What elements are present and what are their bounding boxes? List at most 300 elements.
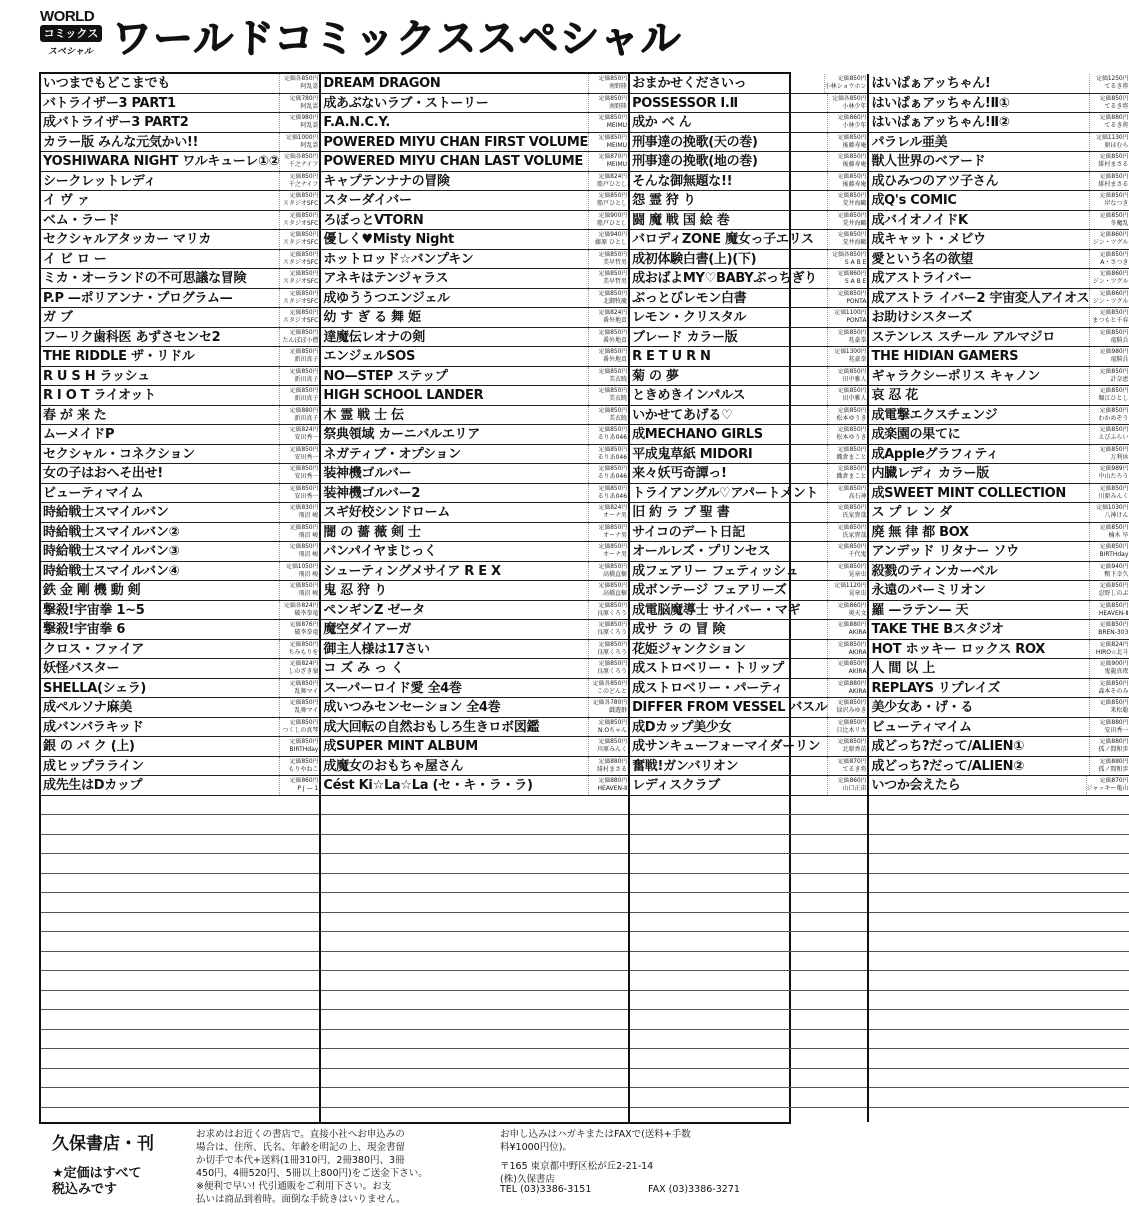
book-title: 優しく♥Misty Night [321,230,588,249]
book-title: バトライザー3 PART1 [41,94,279,113]
book-author: MEIMU [589,122,628,130]
order-line: ※便利で早い! 代引通販をご利用下さい。お支 [196,1180,476,1193]
book-price: 定価850円 [280,329,319,337]
book-title: 幼 す ぎ る 舞 姫 [321,308,588,327]
book-meta [827,308,867,327]
book-author: MEIMU [589,161,628,169]
book-meta [588,191,628,210]
book-entry [41,250,319,270]
book-price: 定価850円 [828,212,867,220]
book-meta [1089,191,1129,210]
postcard-line: お申し込みはハガキまたはFAXで(送料+手数 [500,1128,800,1141]
book-title: 成電撃エクスチェンジ [869,406,1089,425]
blank-row [41,874,319,894]
blank-row [630,835,867,855]
book-title: 平成鬼草紙 MIDORI [630,445,827,464]
book-title: P.P —ポリアンナ・プログラム— [41,289,279,308]
book-entry [630,737,867,757]
book-title: いつか会えたら [869,776,1085,795]
book-author: スタジオSFC [280,200,319,208]
blank-row [869,796,1129,816]
book-title: THE RIDDLE ザ・リドル [41,347,279,366]
book-entry [869,230,1129,250]
book-title: 人 間 以 上 [869,659,1089,678]
book-meta [279,523,319,542]
book-title: 成サンキューフォーマイダーリン [630,737,827,756]
tax-note [52,1166,141,1198]
book-entry [869,328,1129,348]
book-title: コ ズ み っ く [321,659,588,678]
book-price: 定価850円 [828,543,867,551]
book-entry [630,269,867,289]
book-price: 定価850円 [589,660,628,668]
book-title: ビューティマイム [41,484,279,503]
book-price: 定価850円 [828,387,867,395]
book-title: おまかせくださいっ [630,74,824,93]
book-author: 堀江ひとし [1090,395,1129,403]
book-entry [630,74,867,94]
book-meta [1089,679,1129,698]
book-author: AKIRA [828,649,867,657]
book-price: 定価850円 [828,465,867,473]
book-entry [630,679,867,699]
book-entry [630,581,867,601]
logo-special-text: スペシャル [48,44,93,57]
book-author: スタジオSFC [280,317,319,325]
book-price: 定価各824円 [280,602,319,610]
blank-row [41,1069,319,1089]
book-meta [1089,386,1129,405]
book-title: 成Appleグラフィティ [869,445,1089,464]
book-price: 定価850円 [589,563,628,571]
book-meta [827,211,867,230]
book-meta [1089,698,1129,717]
book-price: 定価850円 [589,543,628,551]
book-price: 定価850円 [589,524,628,532]
book-title: POWERED MIYU CHAN LAST VOLUME [321,152,588,171]
book-title: 旧 約 ラ ブ 聖 書 [630,503,827,522]
book-title: POSSESSOR Ⅰ.Ⅱ [630,94,827,113]
book-meta [827,445,867,464]
book-price: 定価850円 [589,368,628,376]
book-entry [321,620,628,640]
book-author: 兆豪拳 [828,356,867,364]
book-meta [588,367,628,386]
book-meta [588,308,628,327]
book-author: 南野陸 [589,103,628,111]
book-title: R U S H ラッシュ [41,367,279,386]
book-price: 定価各780円 [589,699,628,707]
book-meta [279,211,319,230]
book-price: 定価850円 [589,95,628,103]
blank-row [869,874,1129,894]
book-entry [869,698,1129,718]
book-meta [1089,757,1129,776]
blank-row [321,971,628,991]
book-price: 定価940円 [1090,563,1129,571]
book-title: はいぱぁアッちゃん!Ⅱ① [869,94,1089,113]
book-entry [869,172,1129,192]
book-author: スタジオSFC [280,278,319,286]
book-price: 定価1250円 [1090,75,1129,83]
book-author: 川原みんく [1090,493,1129,501]
book-author: オーナ男 [589,551,628,559]
book-title: ホットロッド☆バンプキン [321,250,588,269]
book-price: 定価850円 [1090,309,1129,317]
book-entry [869,484,1129,504]
book-price: 定価900円 [1090,660,1129,668]
book-price: 定価850円 [280,543,319,551]
book-entry [630,211,867,231]
book-meta [588,230,628,249]
book-price: 定価850円 [280,173,319,181]
book-title: イ ビ ロ ー [41,250,279,269]
book-title: ステンレス スチール アルマジロ [869,328,1089,347]
address-line: (株)久保書店 [500,1173,653,1186]
book-author: 飛沼 峻 [280,512,319,520]
book-meta [1089,503,1129,522]
book-entry [869,152,1129,172]
book-title: ス プ レ ン ダ [869,503,1089,522]
blank-row [869,971,1129,991]
book-entry [41,445,319,465]
book-entry [630,113,867,133]
blank-row [869,815,1129,835]
book-title: レディスクラブ [630,776,827,795]
book-price: 定価各850円 [828,251,867,259]
book-meta [588,581,628,600]
book-price: 定価880円 [1090,719,1129,727]
postcard-order-note [500,1128,800,1154]
book-meta [279,484,319,503]
book-title: 妖怪バスター [41,659,279,678]
blank-row [41,796,319,816]
book-title: HOT ホッキー ロックス ROX [869,640,1089,659]
book-entry [41,776,319,796]
book-meta [827,718,867,737]
order-line: 場合は、住所、氏名、年齢を明記の上、現金書留 [196,1141,476,1154]
book-author: 後藤寿庵 [828,142,867,150]
publisher-address [500,1160,653,1186]
book-entry [321,718,628,738]
book-author: 飛沼 峻 [280,532,319,540]
book-meta [1089,269,1129,288]
book-entry [41,289,319,309]
blank-row [41,1010,319,1030]
world-comics-logo [40,8,108,62]
book-title: 成どっち?だって/ALIEN① [869,737,1089,756]
book-meta [279,367,319,386]
book-title: POWERED MIYU CHAN FIRST VOLUME [321,133,588,152]
blank-row [321,835,628,855]
book-title: NO—STEP ステップ [321,367,588,386]
book-price: 定価850円 [828,660,867,668]
book-entry [869,94,1129,114]
book-meta [1089,562,1129,581]
book-author: スタジオSFC [280,239,319,247]
book-author: 新田真子 [280,395,319,403]
book-author: 冬魔乱 [1090,220,1129,228]
book-price: 定価850円 [828,153,867,161]
book-title: 刑事達の挽歌(天の巻) [630,133,827,152]
blank-row [321,952,628,972]
book-entry [869,737,1129,757]
book-author: ジン・ツグル [1090,278,1129,286]
book-title: シューティングメサイア R E X [321,562,588,581]
book-price: 定価1120円 [828,582,867,590]
book-entry [321,152,628,172]
book-author: MEIMU [589,142,628,150]
book-meta [279,679,319,698]
book-entry [321,659,628,679]
book-author: 田中雅人 [828,395,867,403]
book-meta [588,757,628,776]
book-entry [41,269,319,289]
book-price: 定価850円 [828,524,867,532]
book-entry [321,367,628,387]
book-entry [321,172,628,192]
book-title: セクシャル・コネクション [41,445,279,464]
page-title: ワールドコミックススペシャル [112,14,792,64]
book-author: 新田真子 [280,415,319,423]
book-author: 藤原 ひとし [589,239,628,247]
book-price: 定価850円 [828,426,867,434]
book-title: 時給戦士スマイルバン④ [41,562,279,581]
book-meta [588,698,628,717]
book-price: 定価各850円 [280,75,319,83]
book-price: 定価1100円 [828,309,867,317]
book-meta [588,211,628,230]
book-title: ミカ・オーランドの不可思議な冒険 [41,269,279,288]
book-author: 後藤寿庵 [828,181,867,189]
book-author: 船戸ひとし [589,181,628,189]
book-meta [1089,347,1129,366]
book-title: R E T U R N [630,347,827,366]
book-meta [279,659,319,678]
catalog-column [321,74,630,1122]
book-meta [279,640,319,659]
book-price: 定価850円 [589,192,628,200]
book-meta [1089,250,1129,269]
blank-row [41,1049,319,1069]
book-author: 美早哲男 [589,278,628,286]
book-price: 定価850円 [828,446,867,454]
book-price: 定価850円 [1090,407,1129,415]
book-entry [869,464,1129,484]
book-price: 定価850円 [280,368,319,376]
book-author: ちみもりを [280,649,319,657]
book-meta [1089,172,1129,191]
book-meta [1089,230,1129,249]
book-title: SHELLA(シェラ) [41,679,279,698]
book-price: 定価850円 [280,465,319,473]
book-meta [827,523,867,542]
order-line: 払いは商品到着時。面倒な手続きはいりません。 [196,1193,476,1206]
book-price: 定価880円 [1090,114,1129,122]
book-title: 成Q's COMIC [869,191,1089,210]
book-entry [630,659,867,679]
book-price: 定価850円 [589,465,628,473]
book-entry [321,679,628,699]
book-meta [588,74,628,93]
book-meta [279,776,319,795]
book-entry [630,289,867,309]
book-title: パラレル亜美 [869,133,1089,152]
book-author: 織倉まこと [828,454,867,462]
book-price: 定価850円 [280,309,319,317]
book-author: 乱舞マイ [280,707,319,715]
book-author: 竜騎兵 [1090,356,1129,364]
book-meta [827,289,867,308]
book-meta [1089,367,1129,386]
book-price: 定価870円 [828,758,867,766]
book-meta [588,503,628,522]
book-meta [279,94,319,113]
book-author: オーナ男 [589,512,628,520]
book-author: 高石神 [828,493,867,501]
book-entry [869,211,1129,231]
blank-row [321,815,628,835]
blank-row [630,893,867,913]
blank-row [41,991,319,1011]
book-price: 定価880円 [589,777,628,785]
book-author: 安田秀一 [280,473,319,481]
book-meta [827,757,867,776]
book-title: 成アストラ イバー2 宇宙変人アイオス [869,289,1089,308]
book-price: 定価860円 [1090,290,1129,298]
book-author: 晃章虫 [828,571,867,579]
book-meta [588,269,628,288]
book-price: 定価850円 [589,387,628,395]
book-entry [41,74,319,94]
book-title: 成SUPER MINT ALBUM [321,737,588,756]
book-price: 定価850円 [828,329,867,337]
book-author: AKIRA [828,668,867,676]
book-meta [588,328,628,347]
book-entry [869,640,1129,660]
book-meta [1089,113,1129,132]
book-title: 時給戦士スマイルバン③ [41,542,279,561]
book-meta [827,347,867,366]
book-author: 阿乱霊 [280,122,319,130]
book-price: 定価各850円 [589,680,628,688]
book-price: 定価850円 [1090,524,1129,532]
book-entry [41,386,319,406]
book-meta [827,133,867,152]
book-price: 定価850円 [589,602,628,610]
book-author: 阿乱霊 [280,83,319,91]
book-meta [827,484,867,503]
book-title: ブレード カラー版 [630,328,827,347]
book-author: AKIRA [828,629,867,637]
book-price: 定価850円 [1090,602,1129,610]
book-title: 御主人様は17さい [321,640,588,659]
book-author: 破李拳竜 [280,629,319,637]
book-price: 定価860円 [280,777,319,785]
page-footer [0,1124,812,1200]
book-price: 定価824円 [280,660,319,668]
blank-row [321,854,628,874]
book-title: 装神機ゴルバー2 [321,484,588,503]
book-author: 高橋直樹 [589,590,628,598]
book-price: 定価980円 [280,114,319,122]
book-entry [41,659,319,679]
book-entry [630,640,867,660]
book-price: 定価850円 [828,719,867,727]
book-title: ベム・ラード [41,211,279,230]
blank-row [321,1069,628,1089]
book-meta [1089,289,1129,308]
book-entry [321,250,628,270]
book-entry [630,308,867,328]
book-price: 定価850円 [1090,329,1129,337]
book-author: 荒井海鷗 [828,200,867,208]
book-meta [827,230,867,249]
book-title: 鬼 忍 狩 り [321,581,588,600]
book-meta [279,269,319,288]
book-author: 美衣暁 [589,395,628,403]
book-author: 飛沼 峻 [280,590,319,598]
book-title: 成大回転の自然おもしろ生きロボ図鑑 [321,718,588,737]
book-meta [588,737,628,756]
book-author: 氏家貴哉 [828,512,867,520]
book-meta [279,113,319,132]
book-price: 定価824円 [589,309,628,317]
book-author: HEAVEN-Ⅱ [589,785,628,793]
book-price: 定価850円 [280,641,319,649]
book-title: 羅 —ラテン— 天 [869,601,1089,620]
book-title: 時給戦士スマイルバン [41,503,279,522]
book-title: 鉄 金 剛 機 動 剣 [41,581,279,600]
book-author: 山口正宙 [828,785,867,793]
book-title: オールレズ・プリンセス [630,542,827,561]
book-price: 定価870円 [589,153,628,161]
book-meta [279,347,319,366]
book-price: 定価850円 [1090,95,1129,103]
blank-row [321,1049,628,1069]
book-price: 定価850円 [1090,251,1129,259]
book-price: 定価850円 [589,407,628,415]
book-price: 定価850円 [589,446,628,454]
book-price: 定価860円 [828,270,867,278]
book-entry [321,191,628,211]
book-author: 八神けん [1090,512,1129,520]
book-price: 定価各850円 [280,153,319,161]
book-entry [630,152,867,172]
blank-row [41,1030,319,1050]
book-entry [630,328,867,348]
book-title: イ ヴ ァ [41,191,279,210]
blank-row [630,913,867,933]
book-title: はいぱぁアッちゃん! [869,74,1089,93]
book-entry [630,445,867,465]
book-price: 定価780円 [280,95,319,103]
book-meta [1089,601,1129,620]
book-entry [869,445,1129,465]
book-title: エンジェルSOS [321,347,588,366]
book-entry [869,562,1129,582]
book-title: 獣人世界のベアード [869,152,1089,171]
book-title: REPLAYS リプレイズ [869,679,1089,698]
book-entry [321,640,628,660]
book-entry [630,191,867,211]
book-entry [321,523,628,543]
book-entry [321,308,628,328]
book-author: 荒井海鷗 [828,220,867,228]
book-price: 定価870円 [1087,777,1129,785]
book-meta [588,484,628,503]
book-title: 愛という名の欲望 [869,250,1089,269]
